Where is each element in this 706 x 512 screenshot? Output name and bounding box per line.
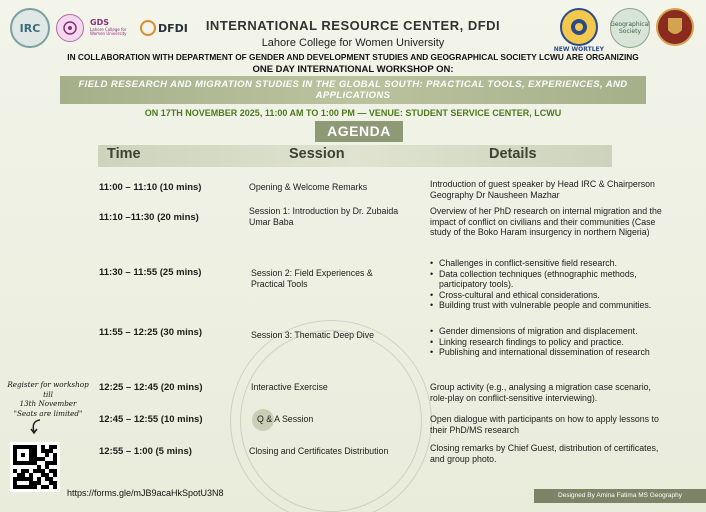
- row-time: 11:30 – 11:55 (25 mins): [99, 267, 202, 278]
- decorative-circle: [252, 409, 274, 431]
- row-session: Closing and Certificates Distribution: [249, 446, 389, 456]
- gds-logo-sub: Lahore College for Women University: [90, 27, 127, 37]
- qr-code-icon[interactable]: [10, 442, 60, 492]
- list-item: • Challenges in conflict-sensitive field research.: [430, 258, 670, 269]
- college-name: Lahore College for Women University: [261, 37, 445, 49]
- dfdi-logo-label: DFDI: [158, 21, 188, 35]
- geographical-society-logo-icon: Geographical Society: [610, 8, 650, 48]
- curved-arrow-icon: [28, 418, 44, 440]
- gds-logo-label: GDS: [90, 18, 109, 28]
- row-session: Interactive Exercise: [251, 382, 328, 392]
- date-venue: ON 17TH NOVEMBER 2025, 11:00 AM TO 1:00 PM — VENUE: STUDENT SERVICE CENTER, LCWU: [144, 108, 562, 118]
- list-item: • Data collection techniques (ethnographic methods, participatory tools).: [430, 269, 670, 290]
- workshop-intro: ONE DAY INTERNATIONAL WORKSHOP ON:: [252, 64, 454, 75]
- list-item: • Building trust with vulnerable people and communities.: [430, 300, 670, 311]
- row-time: 12:55 – 1:00 (5 mins): [99, 446, 192, 457]
- column-header-time: Time: [107, 146, 141, 162]
- list-item: • Publishing and international dissemination of research: [430, 347, 670, 358]
- row-time: 12:45 – 12:55 (10 mins): [99, 414, 203, 425]
- workshop-title: FIELD RESEARCH AND MIGRATION STUDIES IN THE GLOBAL SOUTH: PRACTICAL TOOLS, EXPERIENCES, AND APPLICATIONS: [78, 79, 628, 101]
- registration-line-1: Register for workshop till: [7, 380, 89, 399]
- row-session: Q & A Session: [257, 414, 314, 424]
- new-wortley-label: NEW WORTLEY: [553, 46, 604, 53]
- list-item: • Gender dimensions of migration and displacement.: [430, 326, 670, 337]
- row-details-list: [430, 258, 670, 311]
- registration-line-3: "Seats are limited": [13, 408, 83, 418]
- row-details: Closing remarks by Chief Guest, distribution of certificates, and group photo.: [430, 443, 659, 464]
- row-details-list: [430, 326, 670, 358]
- row-details: Open dialogue with participants on how to apply lessons to their PhD/MS research: [430, 414, 659, 435]
- row-session: Session 2: Field Experiences & Practical Tools: [251, 268, 373, 289]
- row-session: Session 1: Introduction by Dr. Zubaida Umar Baba: [249, 206, 399, 227]
- registration-note: [2, 380, 94, 418]
- list-item: • Linking research findings to policy and practice.: [430, 337, 670, 348]
- registration-link[interactable]: https://forms.gle/mJB9acaHkSpotU3N8: [67, 488, 224, 498]
- row-session: Session 3: Thematic Deep Dive: [251, 330, 375, 340]
- row-session: Opening & Welcome Remarks: [249, 182, 368, 192]
- irc-logo-icon: IRC: [10, 8, 50, 48]
- collaboration-line: IN COLLABORATION WITH DEPARTMENT OF GENDER AND DEVELOPMENT STUDIES AND GEOGRAPHICAL SOCIETY LCWU ARE ORGANIZING: [67, 52, 639, 62]
- column-header-session: Session: [289, 146, 345, 162]
- designer-credit: Designed By Amina Fatima MS Geography: [534, 489, 706, 503]
- agenda-label: AGENDA: [315, 121, 403, 142]
- row-time: 11:55 – 12:25 (30 mins): [99, 327, 202, 338]
- registration-line-2: 13th November: [19, 399, 77, 408]
- row-time: 11:00 – 11:10 (10 mins): [99, 182, 202, 193]
- row-time: 12:25 – 12:45 (20 mins): [99, 382, 203, 393]
- row-details: Group activity (e.g., analysing a migration case scenario, role-play on conflict-sensitive interviewing).: [430, 382, 652, 403]
- list-item: • Cross-cultural and ethical considerations.: [430, 290, 670, 301]
- row-details: Overview of her PhD research on internal migration and the impact of conflict on civilians and their communities (Case study of the Boko Haram insurgency in northern Nigeria): [430, 206, 662, 237]
- org-title: INTERNATIONAL RESOURCE CENTER, DFDI: [205, 18, 501, 33]
- qr-code-pattern: [13, 445, 57, 489]
- row-time: 11:10 –11:30 (20 mins): [99, 212, 199, 223]
- column-header-details: Details: [489, 146, 537, 162]
- row-details: Introduction of guest speaker by Head IRC & Chairperson Geography Dr Nausheen Mazhar: [430, 179, 655, 200]
